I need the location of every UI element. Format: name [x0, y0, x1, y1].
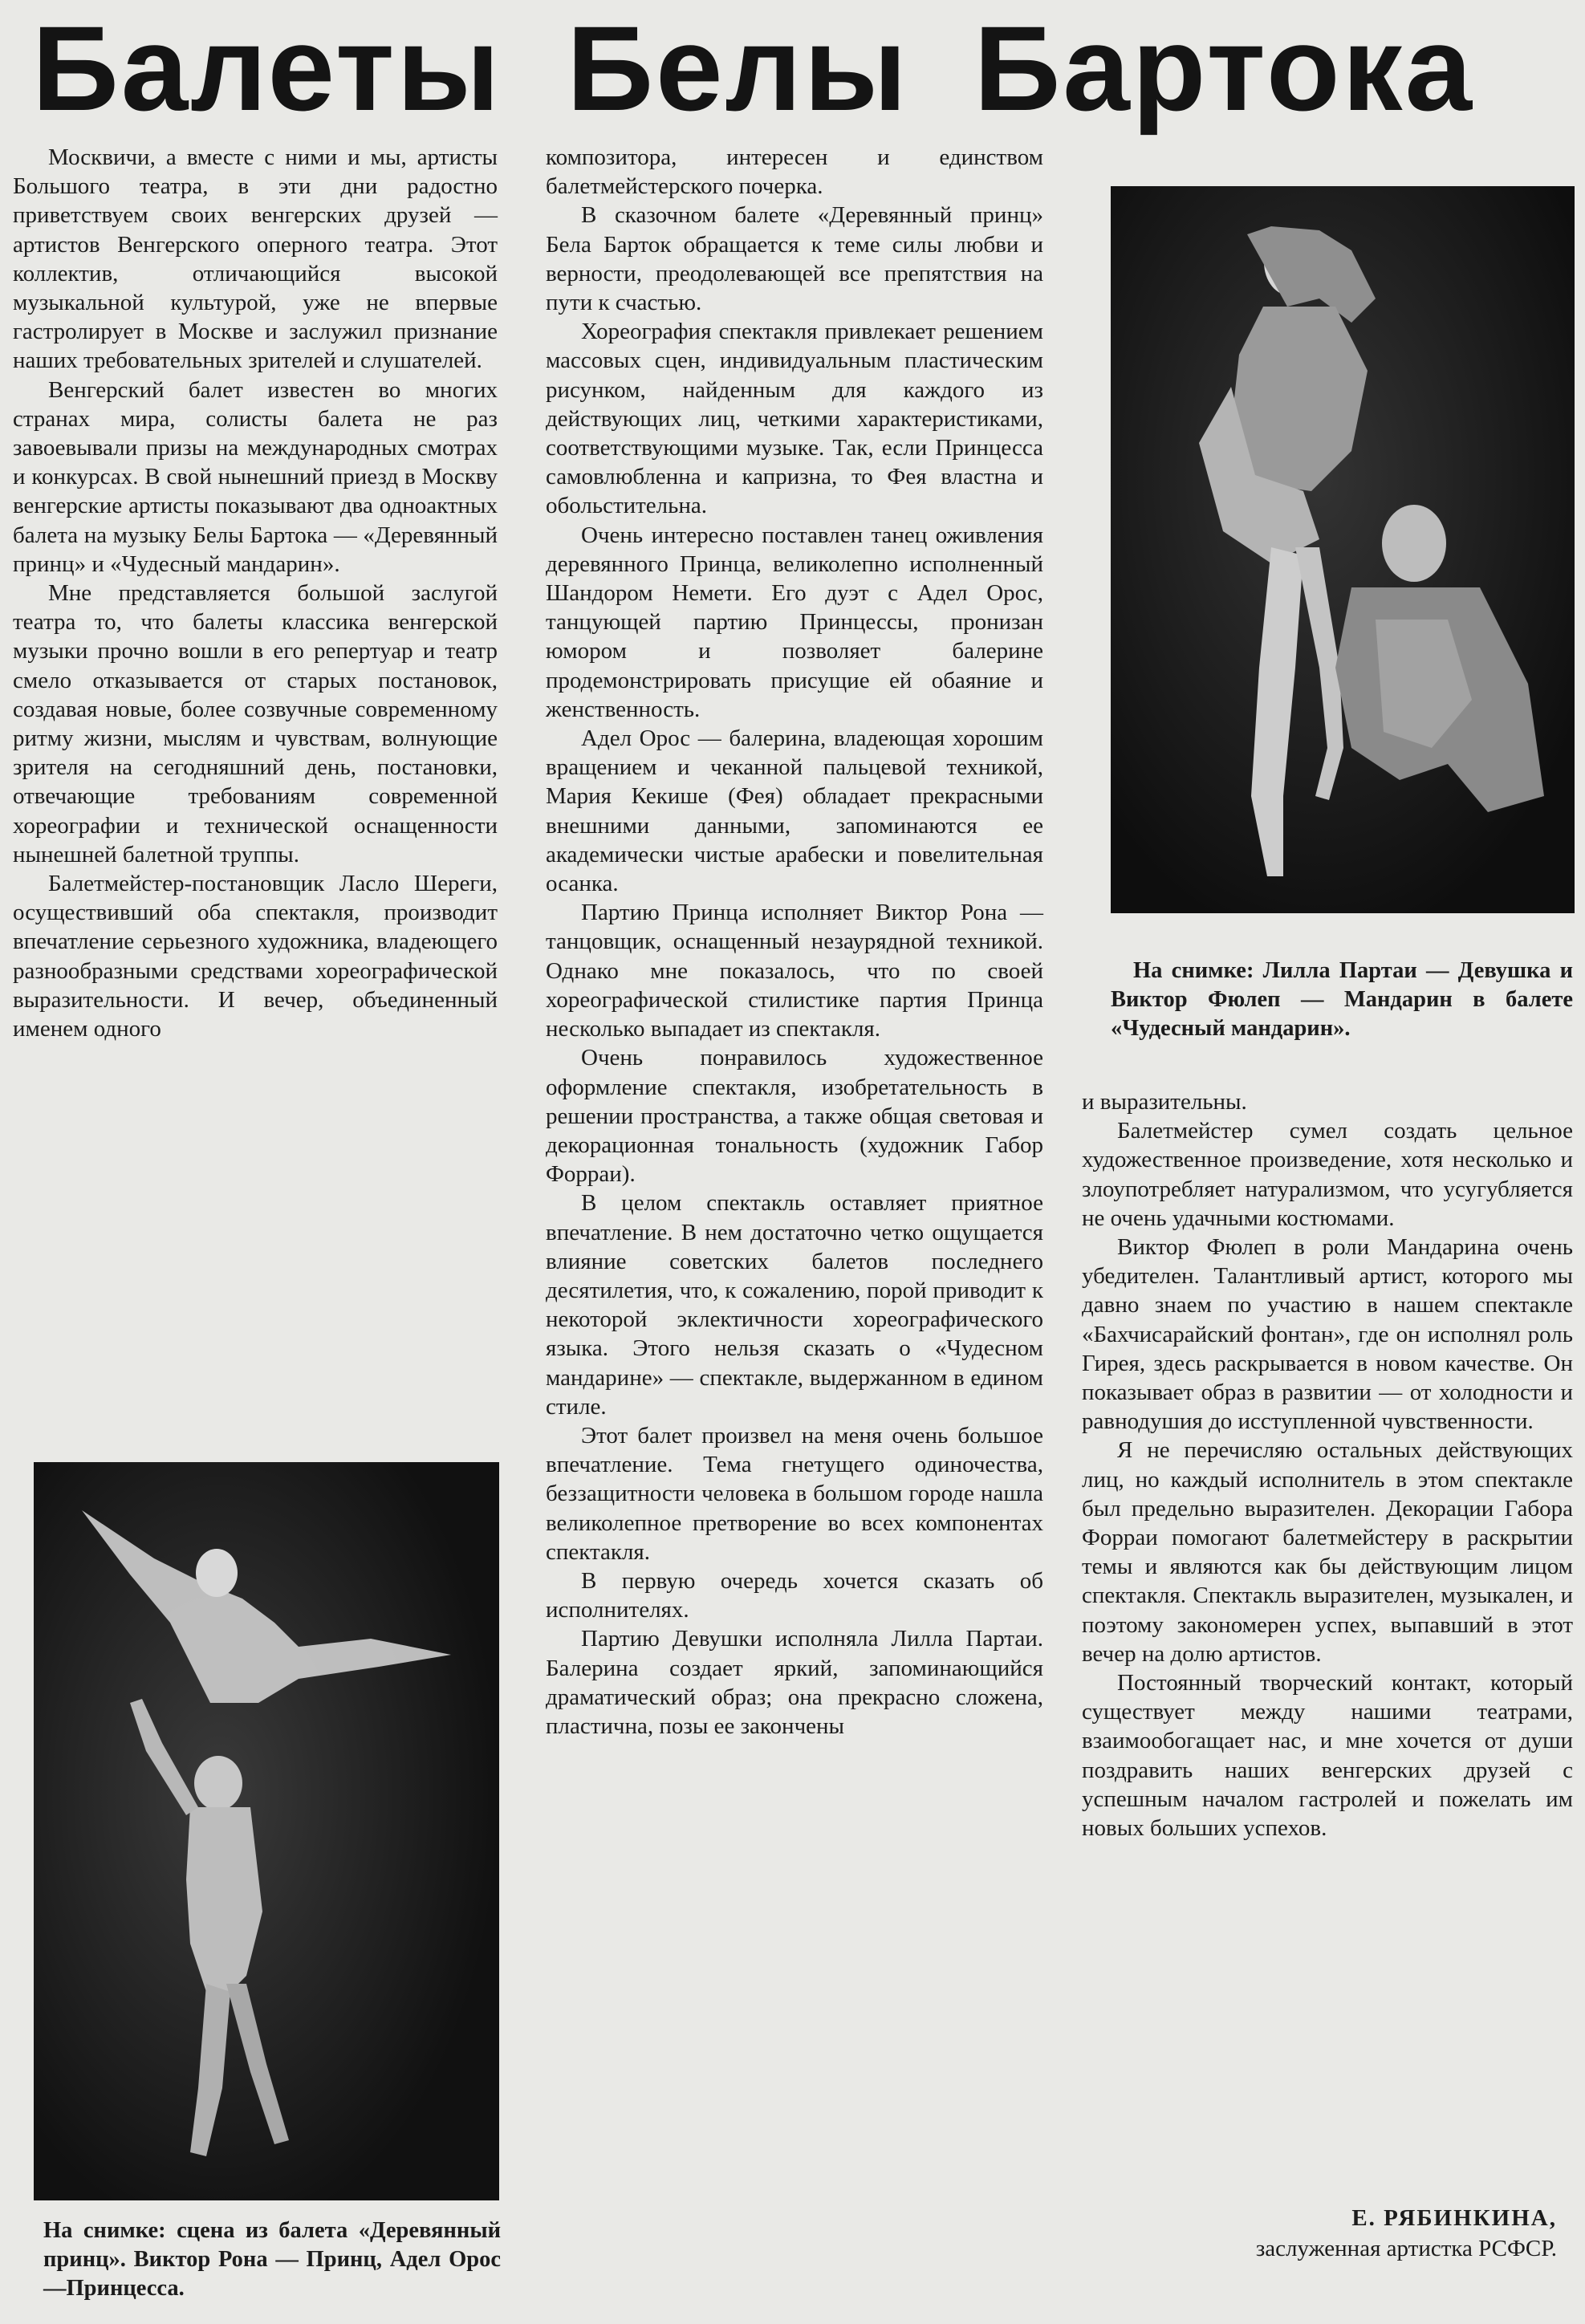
author-signature [1220, 2203, 1557, 2264]
paragraph: Очень понравилось художественное оформление спектакля, изобретательность в решении пространства, а также общая световая и декорационная тональность (художник Габор Форраи). [546, 1045, 1043, 1188]
paragraph: В первую очередь хочется сказать об исполнителях. [546, 1567, 1043, 1623]
paragraph: Партию Девушки исполняла Лилла Партаи. Балерина создает яркий, запоминающийся драматический образ; она прекрасно сложена, пластична, позы ее закончены [546, 1626, 1043, 1739]
photo-caption-right: На снимке: Лилла Партаи — Девушка и Виктор Фюлеп — Мандарин в балете «Чудесный мандарин». [1111, 958, 1573, 1041]
paragraph: Партию Принца исполняет Виктор Рона — танцовщик, оснащенный незаурядной техникой. Однако мне показалось, что по своей хореографической стилистике партия Принца несколько выпадает из спектакля. [546, 900, 1043, 1042]
paragraph: Балетмейстер-постановщик Ласло Шереги, осуществивший оба спектакля, производит впечатление серьезного художника, владеющего разнообразными средствами хореографической выразительности. И вечер, объединенный именем одного [13, 871, 498, 1042]
paragraph: Постоянный творческий контакт, который существует между нашими театрами, взаимообогащает нас, и мне хочется от души поздравить наших венгерских друзей с успешным началом гастролей и пожелать им новых больших успехов. [1082, 1670, 1573, 1842]
paragraph: Балетмейстер сумел создать цельное художественное произведение, хотя несколько и злоупотребляет натурализмом, что усугубляется не очень удачными костюмами. [1082, 1118, 1573, 1231]
author-name: Е. РЯБИНКИНА, [1351, 2205, 1557, 2231]
paragraph: Москвичи, а вместе с ними и мы, артисты Большого театра, в эти дни радостно приветствуем своих венгерских друзей — артистов Венгерского оперного театра. Этот коллектив, отличающийся высокой музыкальной культурой, уже не впервые гастролирует в Москве и заслужил признание наших требовательных зрителей и слушателей. [13, 144, 498, 374]
ballet-photo-wooden-prince [34, 1462, 499, 2200]
paragraph: Венгерский балет известен во многих странах мира, солисты балета не раз завоевывали призы на международных смотрах и конкурсах. В свой нынешний приезд в Москву венгерские артисты показывают два одноактных балета на музыку Белы Бартока — «Деревянный принц» и «Чудесный мандарин». [13, 376, 498, 577]
paragraph: и выразительны. [1082, 1089, 1247, 1115]
paragraph: Я не перечисляю остальных действующих лиц, но каждый исполнитель в этом спектакле был предельно выразителен. Декорации Габора Форраи помогают балетмейстеру в раскрытии темы и являются как бы действующим лицом спектакля. Спектакль выразителен, музыкален, и поэтому закономерен успех, выпавший в этот вечер на долю артистов. [1082, 1437, 1573, 1667]
paragraph: Виктор Фюлеп в роли Мандарина очень убедителен. Талантливый артист, которого мы давно знаем по участию в нашем спектакле «Бахчисарайский фонтан», где он исполнял роль Гирея, здесь раскрывается в новом качестве. Он показывает образ в развитии — от холодности и равнодушия до исступленной чувственности. [1082, 1234, 1573, 1435]
paragraph: Адел Орос — балерина, владеющая хорошим вращением и чеканной пальцевой техникой, Мария Кекише (Фея) обладает прекрасными внешними данными, запоминаются ее академически чистые арабески и повелительная осанка. [546, 725, 1043, 897]
paragraph: Хореография спектакля привлекает решением массовых сцен, индивидуальным пластическим рисунком, найденным для каждого из действующих лиц, четкими характеристиками, соответствующими музыке. Так, если Принцесса самовлюбленна и капризна, то Фея властна и обольстительна. [546, 319, 1043, 519]
ballet-photo-image [34, 1462, 499, 2200]
article-column-3 [1082, 1087, 1573, 2155]
paragraph: Очень интересно поставлен танец оживления деревянного Принца, великолепно исполненный Шандором Немети. Его дуэт с Адел Орос, танцующей партию Принцессы, пронизан юмором и позволяет балерине продемонстрировать присущие ей обаяние и женственность. [546, 522, 1043, 722]
paragraph: Этот балет произвел на меня очень большое впечатление. Тема гнетущего одиночества, беззащитности человека в большом городе нашла великолепное претворение во всех компонентах спектакля. [546, 1422, 1043, 1565]
author-title: заслуженная артистка РСФСР. [1255, 2236, 1557, 2261]
paragraph: В целом спектакль оставляет приятное впечатление. В нем достаточно четко ощущается влияние советских балетов последнего десятилетия, что, к сожалению, порой приводит к некоторой эклектичности хореографического языка. Этого нельзя сказать о «Чудесном мандарине» — спектакле, выдержанном в едином стиле. [546, 1190, 1043, 1420]
article-column-2 [546, 143, 1043, 2310]
photo-caption-left: На снимке: сцена из балета «Деревянный принц». Виктор Рона — Принц, Адел Орос—Принцесса. [43, 2218, 501, 2301]
paragraph: Мне представляется большой заслугой театра то, что балеты классика венгерской музыки прочно вошли в его репертуар и театр смело отказывается от старых постановок, создавая новые, более созвучные современному ритму жизни, мыслям и чувствам, волнующие зрителя на сегодняшний день, постановки, отвечающие требованиям современной хореографии и технической оснащенности нынешней балетной труппы. [13, 580, 498, 867]
paragraph: композитора, интересен и единством балетмейстерского почерка. [546, 144, 1043, 200]
article-headline: Балеты Белы Бартока [32, 1, 1475, 136]
ballet-photo-image [1111, 186, 1575, 913]
ballet-photo-miraculous-mandarin [1111, 186, 1575, 913]
paragraph: В сказочном балете «Деревянный принц» Бела Барток обращается к теме силы любви и верности, преодолевающей все препятствия на пути к счастью. [546, 202, 1043, 316]
article-column-1 [13, 143, 498, 1403]
